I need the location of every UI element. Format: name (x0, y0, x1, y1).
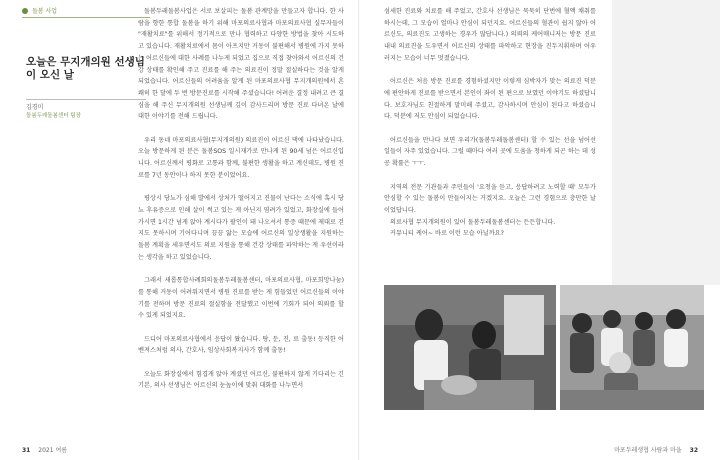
paragraph: 의료사협 무지개의원이 있어 돌봄두레돌봄센터는 든든합니다. (390, 218, 556, 226)
visit-photo-image (384, 285, 556, 410)
footer-left (22, 445, 67, 454)
group-photo-image (560, 285, 704, 410)
author-org: 돌봄두레돌봄센터 팀장 (26, 113, 81, 119)
paragraph: 드디어 마포의료사협에서 응답이 왔습니다. 탕, 둔, 진, 료 출동! 등직한 어벤져스처럼 의사, 간호사, 임상사회복지사가 함께 출동! (138, 335, 344, 355)
visit-photo (384, 285, 556, 410)
left-text-column (138, 6, 344, 404)
group-photo (560, 285, 704, 410)
paragraph: 어르신은 처음 방문 진료를 경험하셨지만 이렇게 심박자가 맞는 의료진 덕분에 편안하게 진료를 받으면서 본인이 좌이 된 편으로 보였던 이야기도 하셨답니다. 보호자님도 친절하게 말미해 주셨고, 감사하시며 안심이 된다고 하셨습니다. 덕분에 저도 안심이 되었습니다. (384, 78, 596, 121)
author-block (26, 104, 81, 120)
paragraph: 돌봄두레돌봄사업은 서로 보살피는 돌봄 관계망을 만들고자 합니다. 한 사람을 향한 통합 돌봄을 하기 위해 마포의료사협과 마포의료사협 실무자들이 "재활치료"를 위해서 정기적으로 만나 협력하고 다양한 방법을 찾아 시도하고 있습니다. 재활치료에서 몸이 아프지만 거동이 불편해서 병원에 가지 못하는 어르신들에 대한 사례를 나누게 되었고 집으로 직접 찾아와서 어르신의 건강 상태를 확인해 주고 진료를 해 주는 의료진이 정말 절실하다는 것을 알게 되었습니다. 어르신들의 어려움을 알게 된 마포의료사협 무지개의원에서 흔쾌히 한 달에 두 번 방문진료를 시작해 주셨습니다! 어려운 결정 내려고 큰 결심을 해 주신 무지개의원 선생님께 깊이 감사드리며 방문 진료 다녀온 날에 대한 이야기를 전해 드립니다. (138, 8, 344, 121)
section-tag (22, 6, 57, 15)
margin-panel (612, 0, 720, 285)
paragraph: 평상시 당뇨가 심해 발에서 상처가 떨어지고 진물이 난다는 소식에 혹시 당뇨 후유증으로 인해 살이 썩고 있는 게 아닌지 염려가 있었고, 화장실에 들어가시면 1시간 넘게 앉아 계시다가 팔인이 돼 나오셔서 통증 때문에 제대로 걷지도 못하시며 기어다니며 끙끙 앓는 모습에 어르신의 일상생활을 지원하는 돌봄 계획을 세우면서도 의료 지원을 통해 건강 상태를 파악하는 게 우선이라는 생각을 하고 있었습니다. (138, 195, 344, 261)
photo-strip (384, 285, 704, 410)
paragraph: 우리 동네 마포의료사협(무지개의원) 의료진이 어르신 댁에 나타났습니다. 오늘 방문하게 된 분은 돌봄SOS 일시재가로 만나게 된 90세 넘은 어르신입니다. 어르신께서 평화로 고통과 함께, 불편한 생활을 하고 계신데도, 병원 진료를 7년 동안이나 하지 못한 분이었어요. (138, 136, 344, 179)
article-title: 오늘은 무지개의원 선생님이 오신 날 (26, 56, 145, 81)
title-divider (26, 99, 146, 100)
paragraph: 오늘도 화장실에서 힘겹게 앉아 계셨던 어르신, 불편하지 않게 기다리는 긴 기본, 의사 선생님은 어르신의 눈높이에 맞춰 대화를 나누면서 (138, 370, 344, 390)
section-divider (22, 17, 150, 18)
right-text-column (384, 6, 596, 252)
paragraph: 어르신들을 만나다 보면 우리가(돌봄두레돌봄센터) 할 수 있는 선을 넘어선 일들이 자주 있었습니다. 그럴 때마다 여러 곳에 도움을 청하게 되곤 하는 데 성공 확률은 ㅜㅜ. (384, 136, 596, 168)
footer-right (614, 445, 698, 454)
section-tag-label: 돌봄 사업 (32, 8, 58, 15)
right-page (360, 0, 720, 460)
page-number-right: 32 (689, 447, 698, 454)
author-name: 김경미 (26, 104, 44, 111)
paragraph: 섬세한 진료와 치료를 해 주었고, 간호사 선생님은 묵묵히 단번에 혈액 채취를 하시는데, 그 모습이 얼마나 안심이 되던지요. 어르신들의 혈관이 쉽지 않아 어르신도, 의료진도 고생하는 경우가 많답니다.) 의뢰의 케어매니저는 방문 진료 내내 의료진을 도우면서 어르신의 상태를 파악하고 현장을 진두지휘하며 어우러지는 모습이 너무 멋졌습니다. (384, 8, 596, 62)
paragraph: 커뮤니티 케어~ 바로 이런 모습 아닐까요? (390, 230, 504, 238)
page-number-left: 31 (22, 447, 31, 454)
magazine-name: 마포두레생협 사람과 마을 (614, 447, 682, 454)
paragraph: 지역의 전문 기관들과 주민들이 '요청을 듣고, 응답하려고 노력할 때' 모두가 안심할 수 있는 돌봄이 만들어지는 거겠지요. 오늘은 그런 경험으로 충만한 날이었답니다. (384, 183, 596, 214)
paragraph: 그래서 새롭통합사례회의돌봄두레돌봄센터, 마포의료사협, 마포희망나눔)를 통해 거동이 어려워지면서 병원 진료를 받는 게 힘들었던 어르신들의 이야기를 전하며 방문 진료의 절실함을 전달했고 이번에 기회가 되어 의뢰를 할 수 있게 되었지요. (138, 277, 344, 320)
issue-label: 2021 여름 (38, 447, 68, 454)
leaf-icon (22, 8, 28, 14)
